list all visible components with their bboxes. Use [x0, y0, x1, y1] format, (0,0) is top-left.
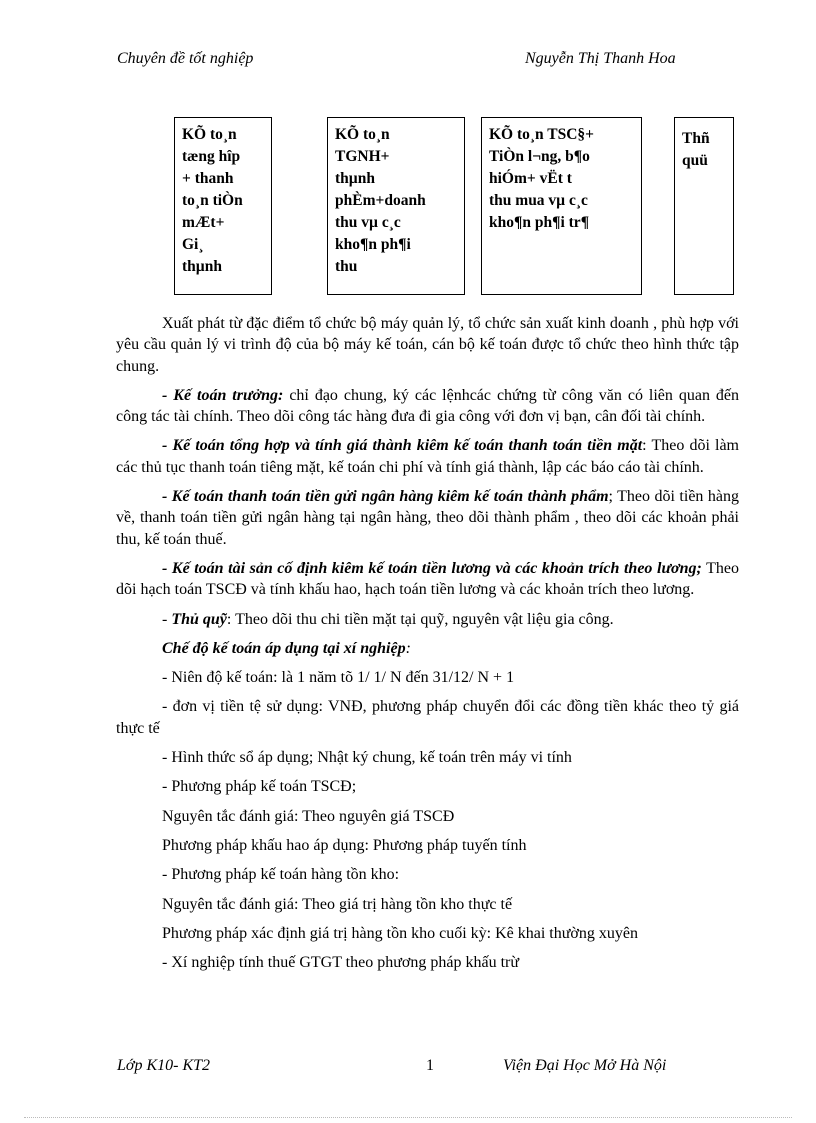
- page-bottom-divider: [24, 1117, 792, 1118]
- paragraph-general-accountant: [116, 435, 739, 478]
- page-number: 1: [426, 1057, 434, 1074]
- role-chief-accountant: - Kế toán trưởng:: [162, 386, 284, 404]
- paragraph-intro: Xuất phát từ đặc điểm tổ chức bộ máy quản lý, tổ chức sản xuất kinh doanh , phù hợp với yêu cầu quản lý vi trình độ của bộ máy kế toán, cán bộ kế toán được tổ chức theo hình thức tập chung.: [116, 315, 739, 375]
- org-box-4: Thñ quü: [674, 117, 734, 295]
- policy-fixed-assets: - Phương pháp kế toán TSCĐ;: [162, 778, 357, 796]
- paragraph-asset-accountant: [116, 558, 739, 601]
- policy-bookkeeping: - Hình thức sổ áp dụng; Nhật ký chung, kế toán trên máy vi tính: [162, 749, 572, 767]
- role-asset-accountant-desc: Theo dõi hạch toán TSCĐ và tính khấu hao, hạch toán tiền lương và các khoản trích theo lương.: [116, 559, 739, 599]
- role-general-accountant: - Kế toán tổng hợp và tính giá thành kiêm kế toán thanh toán tiền mặt: [162, 437, 643, 455]
- header-left: Chuyên đề tốt nghiệp: [117, 50, 254, 67]
- policy-currency: - đơn vị tiền tệ sử dụng: VNĐ, phương pháp chuyển đổi các đồng tiền khác theo tỷ giá thực tế: [116, 698, 739, 737]
- role-bank-accountant: - Kế toán thanh toán tiền gửi ngân hàng kiêm kế toán thành phẩm: [162, 488, 609, 506]
- footer-left: Lớp K10- KT2: [117, 1057, 211, 1074]
- role-general-accountant-desc: : Theo dõi làm các thủ tục thanh toán tiêng mặt, kế toán chi phí và tính giá thành, lập các báo cáo tài chính.: [116, 437, 740, 476]
- body-text: [116, 313, 739, 981]
- org-box-1: KÕ to¸n tæng hîp + thanh to¸n tiÒn mÆt+ Gi¸ thµnh: [174, 117, 272, 295]
- role-treasurer-desc: : Theo dõi thu chi tiền mặt tại quỹ, nguyên vật liệu gia công.: [226, 610, 614, 628]
- section-heading-text: Chế độ kế toán áp dụng tại xí nghiệp: [162, 639, 406, 657]
- section-heading-colon: :: [405, 639, 411, 657]
- role-chief-accountant-desc: chỉ đạo chung, ký các lệnhcác chứng từ công văn có liên quan đến công tác tài chính. Theo dõi công tác hàng đưa đi gia công với đơn vị bạn, cân đối tài chính.: [116, 386, 740, 426]
- policy-valuation-inventory: Nguyên tắc đánh giá: Theo giá trị hàng tồn kho thực tế: [162, 895, 513, 913]
- header-right: Nguyễn Thị Thanh Hoa: [525, 50, 676, 67]
- policy-fiscal-year: - Niên độ kế toán: là 1 năm tõ 1/ 1/ N đến 31/12/ N + 1: [162, 669, 515, 687]
- paragraph-bank-accountant: [116, 486, 739, 550]
- org-box-2: KÕ to¸n TGNH+ thµnh phÈm+doanh thu vµ c¸c kho¶n ph¶i thu: [327, 117, 465, 295]
- role-bank-accountant-desc: ; Theo dõi tiền hàng về, thanh toán tiền gửi ngân hàng tại ngân hàng, theo dõi thành phẩm , theo dõi các khoản phải thu, kế toán thuế.: [116, 488, 739, 548]
- dash: -: [162, 610, 172, 628]
- policy-valuation-assets: Nguyên tắc đánh giá: Theo nguyên giá TSCĐ: [162, 807, 455, 825]
- paragraph-treasurer: [116, 609, 739, 630]
- policy-inventory: - Phương pháp kế toán hàng tồn kho:: [162, 866, 400, 884]
- policy-vat: - Xí nghiệp tính thuế GTGT theo phương pháp khấu trừ: [162, 954, 520, 972]
- policy-depreciation: Phương pháp khấu hao áp dụng: Phương pháp tuyến tính: [162, 836, 527, 854]
- role-treasurer: Thủ quỹ: [171, 610, 227, 628]
- policy-inventory-method: Phương pháp xác định giá trị hàng tồn kho cuối kỳ: Kê khai thường xuyên: [162, 924, 638, 942]
- section-heading: [116, 638, 739, 659]
- footer-right: Viện Đại Học Mở Hà Nội: [503, 1057, 667, 1074]
- paragraph-chief-accountant: [116, 385, 739, 428]
- role-asset-accountant: - Kế toán tài sản cố định kiêm kế toán tiền lương và các khoản trích theo lương;: [162, 559, 702, 577]
- org-box-3: KÕ to¸n TSC§+ TiÒn l¬ng, b¶o hiÓm+ vËt t thu mua vµ c¸c kho¶n ph¶i tr¶: [481, 117, 642, 295]
